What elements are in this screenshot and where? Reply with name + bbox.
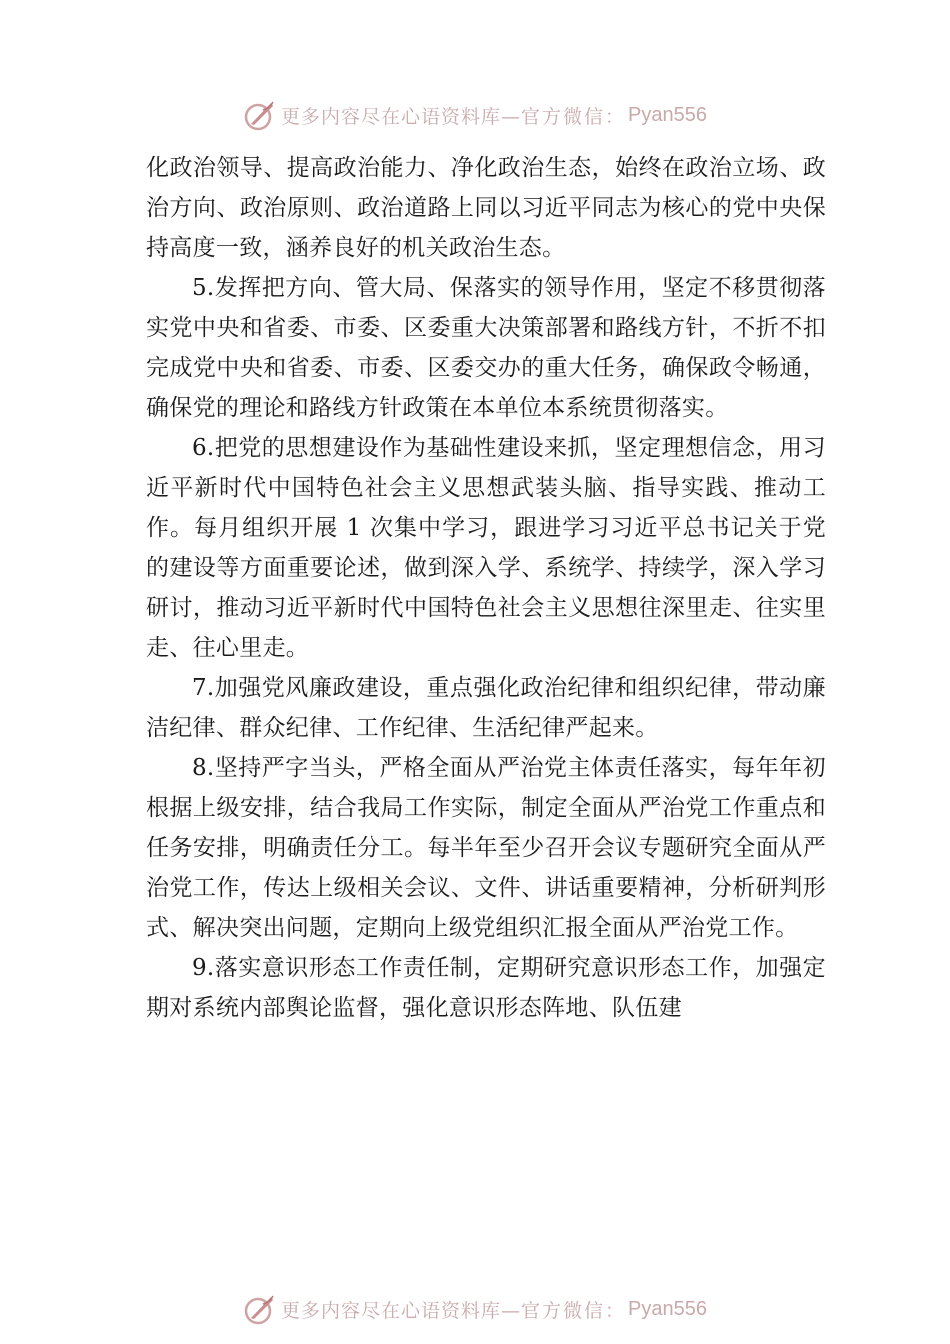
quill-logo-icon [243, 1292, 277, 1326]
quill-logo-icon [243, 98, 277, 132]
watermark-wechat-id: Pyan556 [628, 103, 707, 126]
watermark-wechat-id: Pyan556 [628, 1297, 707, 1320]
watermark-text: 更多内容尽在心语资料库— [281, 1299, 522, 1322]
paragraph-item-6: 6.把党的思想建设作为基础性建设来抓，坚定理想信念，用习近平新时代中国特色社会主义思想武装头脑、指导实践、推动工作。每月组织开展 1 次集中学习，跟进学习习近平总书记关于党的建设等方面重要论述，做到深入学、系统学、持续学，深入学习研讨，推动习近平新时代中国特色社会主义思想往深里走、往实里走、往心里走。 [146, 435, 826, 661]
footer-watermark [0, 1289, 950, 1329]
paragraph-item-7: 7.加强党风廉政建设，重点强化政治纪律和组织纪律，带动廉洁纪律、群众纪律、工作纪律、生活纪律严起来。 [146, 675, 826, 741]
watermark-wechat-label: 官方微信： [521, 1299, 627, 1322]
document-body [146, 148, 826, 1028]
header-watermark [0, 95, 950, 135]
watermark-text: 更多内容尽在心语资料库— [281, 105, 522, 128]
watermark-wechat-label: 官方微信： [521, 105, 627, 128]
paragraph-item-8: 8.坚持严字当头，严格全面从严治党主体责任落实，每年年初根据上级安排，结合我局工作实际，制定全面从严治党工作重点和任务安排，明确责任分工。每半年至少召开会议专题研究全面从严治党工作，传达上级相关会议、文件、讲话重要精神，分析研判形式、解决突出问题，定期向上级党组织汇报全面从严治党工作。 [146, 755, 826, 941]
paragraph-continuation: 化政治领导、提高政治能力、净化政治生态，始终在政治立场、政治方向、政治原则、政治道路上同以习近平同志为核心的党中央保持高度一致，涵养良好的机关政治生态。 [146, 155, 826, 261]
paragraph-item-5: 5.发挥把方向、管大局、保落实的领导作用，坚定不移贯彻落实党中央和省委、市委、区委重大决策部署和路线方针，不折不扣完成党中央和省委、市委、区委交办的重大任务，确保政令畅通，确保党的理论和路线方针政策在本单位本系统贯彻落实。 [146, 275, 826, 421]
paragraph-item-9: 9.落实意识形态工作责任制，定期研究意识形态工作，加强定期对系统内部舆论监督，强化意识形态阵地、队伍建 [146, 955, 826, 1021]
